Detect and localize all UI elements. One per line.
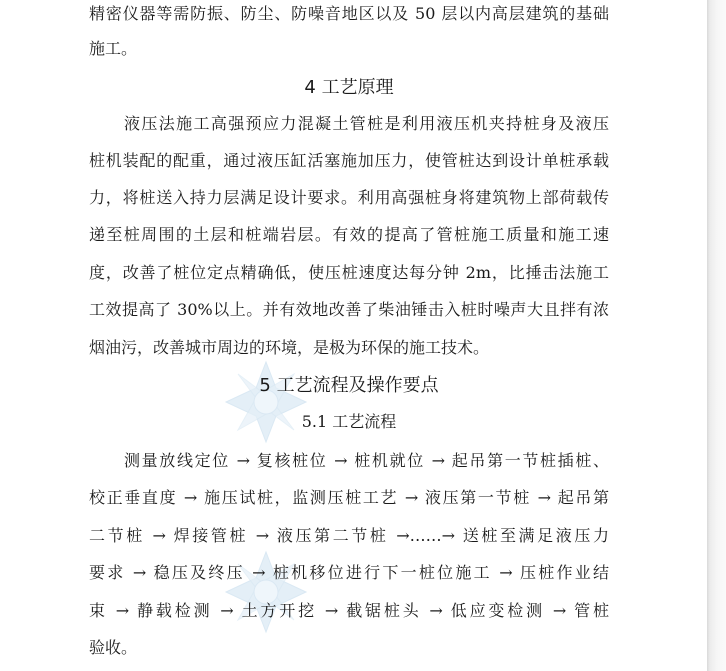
section-5-1-line-1: 测量放线定位 → 复核桩位 → 桩机就位 → 起吊第一节桩插桩、 [124,451,609,470]
section-5-1-line-6: 验收。 [89,638,138,657]
section-5-1-line-3: 二节桩 → 焊接管桩 → 液压第二节桩 →……→ 送桩至满足液压力 [89,526,609,545]
section-4-line-1: 液压法施工高强预应力混凝土管桩是利用液压机夹持桩身及液压 [124,114,609,133]
intro-line-2: 施工。 [89,39,138,58]
section-5-1-line-5: 束 → 静载检测 → 土方开挖 → 截锯桩头 → 低应变检测 → 管桩 [89,601,609,620]
section-4-line-7: 烟油污，改善城市周边的环境，是极为环保的施工技术。 [89,338,490,357]
section-4-line-2: 桩机装配的配重，通过液压缸活塞施加压力，使管桩达到设计单桩承载 [89,151,609,170]
section-4-line-5: 度，改善了桩位定点精确低，使压桩速度达每分钟 2m，比捶击法施工 [89,263,609,282]
section-4-title: 4 工艺原理 [304,77,394,98]
section-5-1-line-4: 要求 → 稳压及终压 → 桩机移位进行下一桩位施工 → 压桩作业结 [89,563,609,582]
section-5-title: 5 工艺流程及操作要点 [259,375,439,396]
page-edge-shadow [707,0,726,671]
intro-line-1: 精密仪器等需防振、防尘、防噪音地区以及 50 层以内高层建筑的基础 [89,4,609,23]
section-4-line-4: 递至桩周围的土层和桩端岩层。有效的提高了管桩施工质量和施工速 [89,225,609,244]
section-4-line-6: 工效提高了 30%以上。并有效地改善了柴油锤击入桩时噪声大且拌有浓 [89,300,609,319]
section-4-line-3: 力，将桩送入持力层满足设计要求。利用高强桩身将建筑物上部荷载传 [89,188,609,207]
section-5-1-title: 5.1 工艺流程 [301,412,397,431]
section-5-1-line-2: 校正垂直度 → 施压试桩，监测压桩工艺 → 液压第一节桩 → 起吊第 [89,488,609,507]
